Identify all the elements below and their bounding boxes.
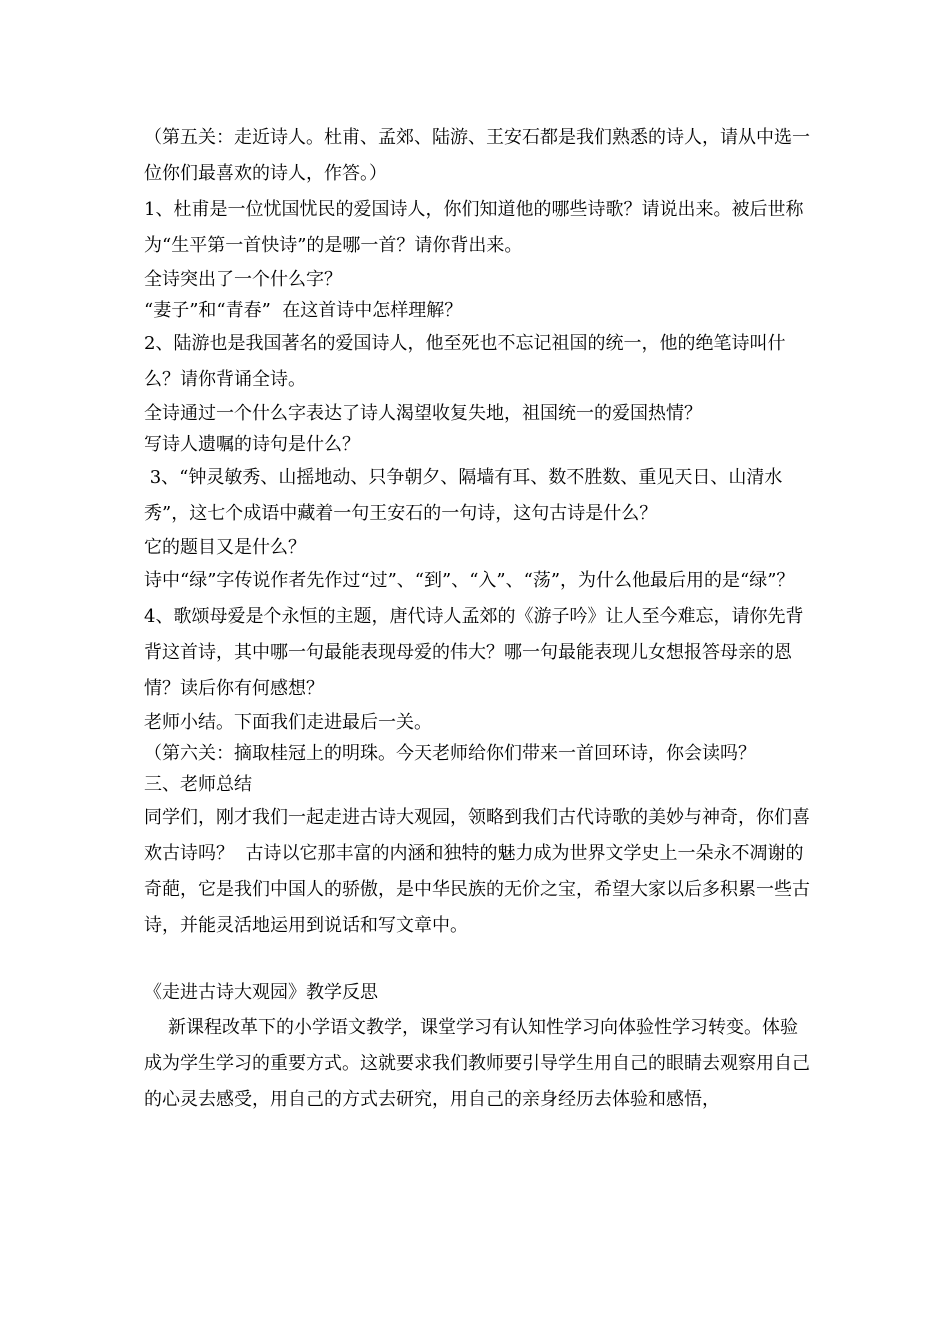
document-body [144, 120, 810, 1118]
paragraph-stage-six: （第六关：摘取桂冠上的明珠。今天老师给你们带来一首回环诗，你会读吗？ [144, 743, 756, 764]
paragraph-testament-question: 写诗人遗嘱的诗句是什么？ [144, 434, 360, 455]
section-heading-summary: 三、老师总结 [144, 774, 252, 795]
paragraph-conclusion: 同学们，刚才我们一起走进古诗大观园，领略到我们古代诗歌的美妙与神奇，你们喜欢古诗吗？ 古诗以它那丰富的内涵和独特的魅力成为世界文学史上一朵永不凋谢的奇葩，它是我们中国人的骄傲，是中华民族的无价之宝，希望大家以后多积累一些古诗，并能灵活地运用到说话和写文章中。 [144, 807, 810, 936]
paragraph-green-word-question: 诗中“绿”字传说作者先作过“过”、“到”、“入”、“荡”，为什么他最后用的是“绿”？ [144, 570, 795, 591]
paragraph-du-fu-question: 1、杜甫是一位忧国忧民的爱国诗人，你们知道他的哪些诗歌？请说出来。被后世称为“生平第一首快诗”的是哪一首？请你背出来。 [144, 199, 804, 256]
paragraph-wife-spring-question: “妻子”和“青春” 在这首诗中怎样理解？ [144, 300, 463, 321]
paragraph-meng-jiao-question: 4、歌颂母爱是个永恒的主题，唐代诗人孟郊的《游子吟》让人至今难忘，请你先背背这首诗，其中哪一句最能表现母爱的伟大？哪一句最能表现儿女想报答母亲的恩情？读后你有何感想？ [144, 606, 804, 699]
paragraph-lu-you-question: 2、陆游也是我国著名的爱国诗人，他至死也不忘记祖国的统一，他的绝笔诗叫什么？请你背诵全诗。 [144, 333, 786, 390]
blank-line [144, 944, 810, 976]
reflection-title: 《走进古诗大观园》教学反思 [144, 982, 378, 1003]
paragraph-idioms-question: 3、“钟灵敏秀、山摇地动、只争朝夕、隔墙有耳、数不胜数、重见天日、山清水秀”，这七个成语中藏着一句王安石的一句诗，这句古诗是什么？ [144, 467, 783, 524]
paragraph-teacher-summary: 老师小结。下面我们走进最后一关。 [144, 712, 432, 733]
paragraph-patriotism-question: 全诗通过一个什么字表达了诗人渴望收复失地，祖国统一的爱国热情？ [144, 403, 702, 424]
paragraph-title-question: 它的题目又是什么？ [144, 537, 306, 558]
paragraph-key-word-question: 全诗突出了一个什么字？ [144, 269, 342, 290]
paragraph-reflection: 新课程改革下的小学语文教学，课堂学习有认知性学习向体验性学习转变。体验成为学生学习的重要方式。这就要求我们教师要引导学生用自己的眼睛去观察用自己的心灵去感受，用自己的方式去研究，用自己的亲身经历去体验和感悟， [144, 1017, 810, 1110]
paragraph-stage-five: （第五关：走近诗人。杜甫、孟郊、陆游、王安石都是我们熟悉的诗人，请从中选一位你们最喜欢的诗人，作答。） [144, 127, 810, 184]
